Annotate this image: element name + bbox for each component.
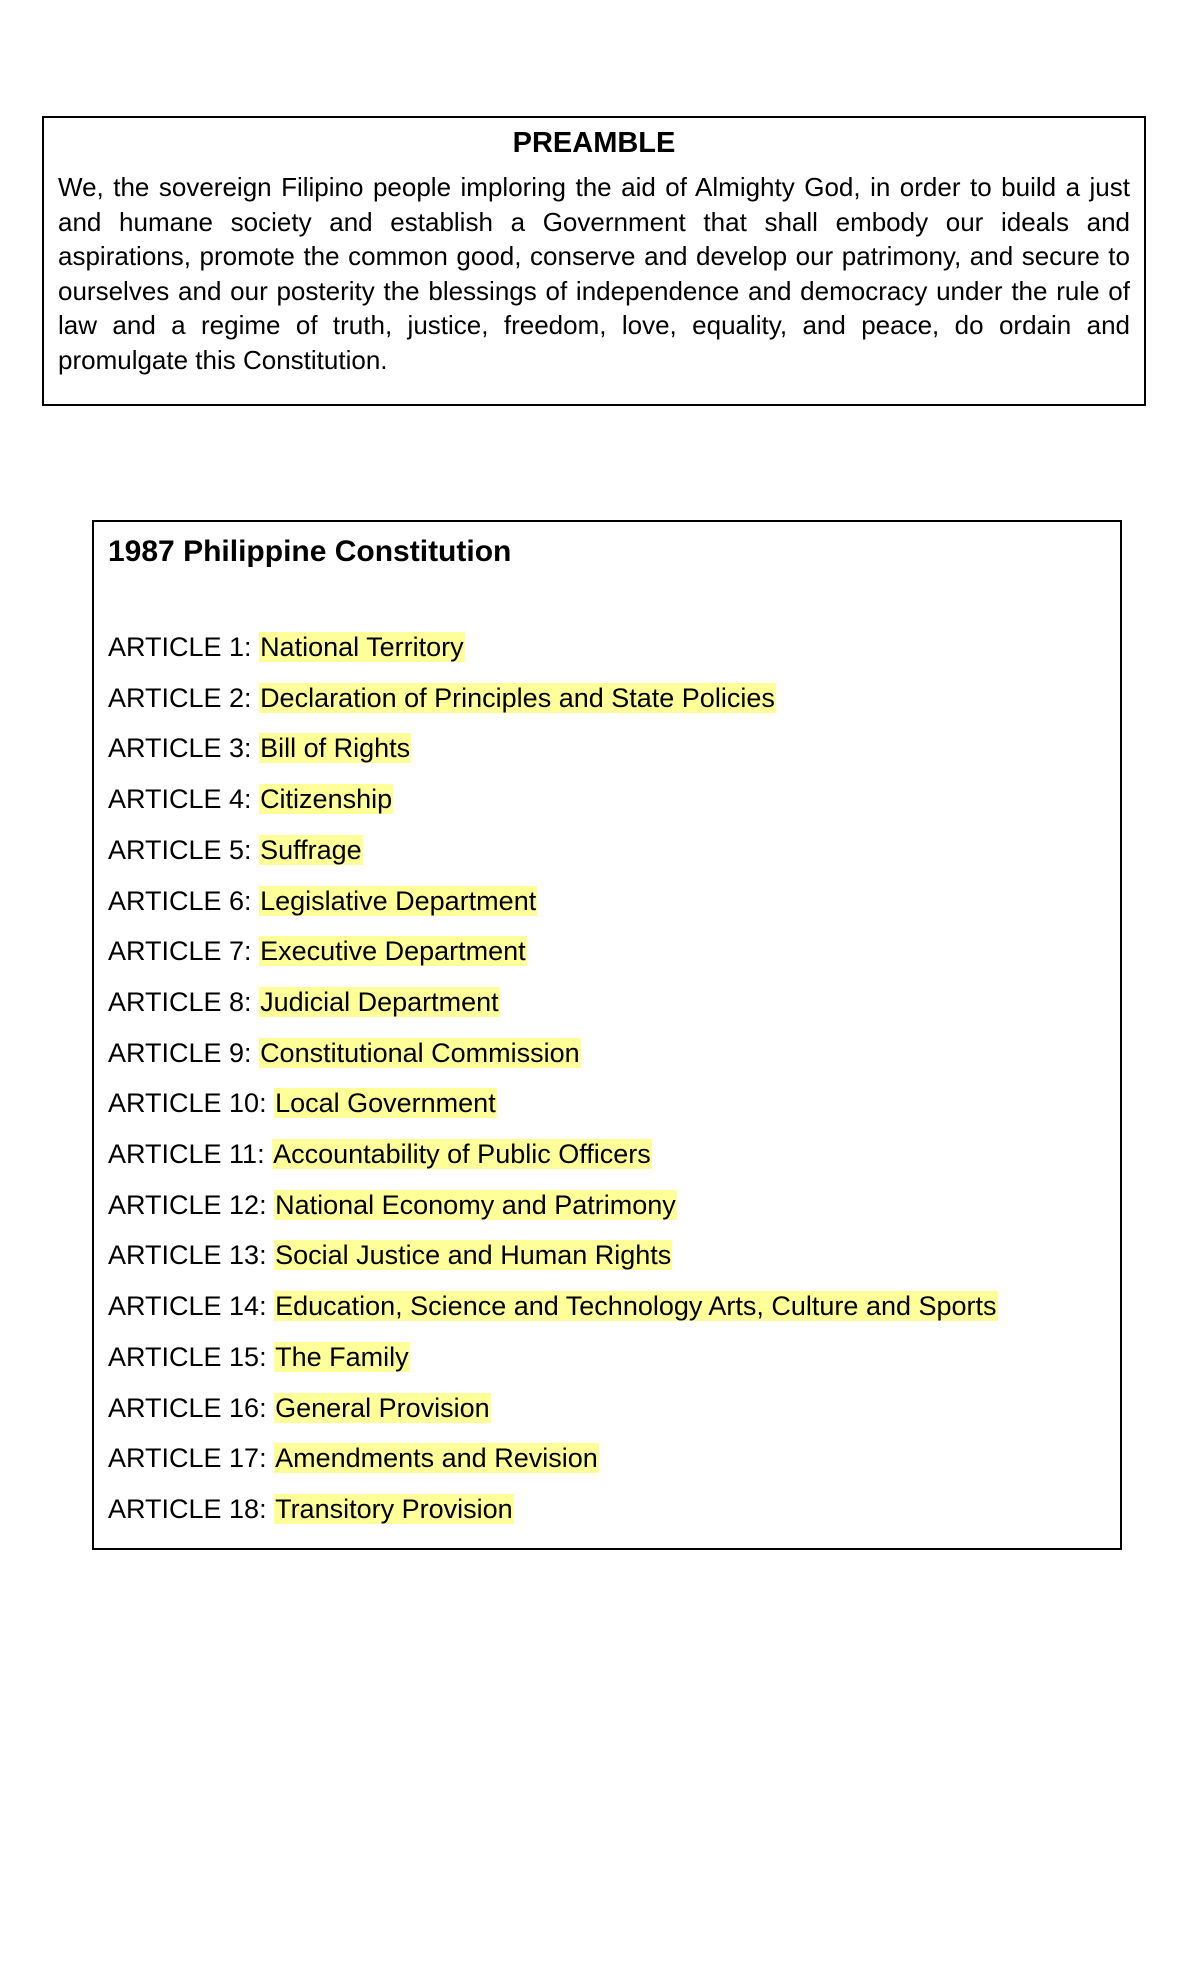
article-item (108, 673, 1106, 724)
article-item (108, 1383, 1106, 1434)
article-title: National Economy and Patrimony (275, 1189, 676, 1220)
article-title: Suffrage (260, 834, 362, 865)
article-number: ARTICLE 12: (108, 1189, 275, 1220)
article-number: ARTICLE 18: (108, 1493, 275, 1524)
article-number: ARTICLE 9: (108, 1037, 260, 1068)
article-title: Executive Department (260, 936, 526, 967)
article-item (108, 926, 1106, 977)
article-title: Constitutional Commission (260, 1037, 580, 1068)
article-title: Transitory Provision (275, 1493, 513, 1524)
constitution-contents (92, 520, 1122, 1550)
article-title: Bill of Rights (260, 733, 411, 764)
article-item (108, 774, 1106, 825)
article-number: ARTICLE 17: (108, 1443, 275, 1474)
article-item (108, 1078, 1106, 1129)
preamble-section (42, 116, 1146, 406)
article-item (108, 1129, 1106, 1180)
article-item (108, 825, 1106, 876)
article-number: ARTICLE 13: (108, 1240, 275, 1271)
article-title: Judicial Department (260, 986, 499, 1017)
article-number: ARTICLE 14: (108, 1291, 275, 1322)
article-item (108, 1281, 1106, 1332)
article-item (108, 1433, 1106, 1484)
article-title: The Family (275, 1341, 409, 1372)
preamble-title: PREAMBLE (512, 127, 676, 159)
article-item (108, 723, 1106, 774)
article-item (108, 1332, 1106, 1383)
article-item (108, 876, 1106, 927)
article-title: Education, Science and Technology Arts, Culture and Sports (275, 1291, 997, 1322)
article-title: Local Government (275, 1088, 496, 1119)
article-number: ARTICLE 16: (108, 1392, 275, 1423)
article-list (108, 622, 1106, 1535)
article-number: ARTICLE 2: (108, 682, 260, 713)
article-title: Citizenship (260, 784, 393, 815)
article-title: National Territory (260, 632, 464, 662)
article-number: ARTICLE 3: (108, 733, 260, 764)
article-item (108, 622, 1106, 673)
article-title: Legislative Department (260, 885, 537, 916)
article-number: ARTICLE 11: (108, 1139, 273, 1170)
article-number: ARTICLE 1: (108, 632, 260, 662)
article-number: ARTICLE 10: (108, 1088, 275, 1119)
article-title: Amendments and Revision (275, 1443, 598, 1474)
article-number: ARTICLE 7: (108, 936, 260, 967)
article-number: ARTICLE 5: (108, 834, 260, 865)
article-number: ARTICLE 4: (108, 784, 260, 815)
article-number: ARTICLE 15: (108, 1341, 275, 1372)
article-item (108, 977, 1106, 1028)
article-number: ARTICLE 6: (108, 885, 260, 916)
contents-title: 1987 Philippine Constitution (108, 535, 512, 568)
article-item (108, 1484, 1106, 1535)
article-title: Social Justice and Human Rights (275, 1240, 672, 1271)
article-item (108, 1180, 1106, 1231)
article-item (108, 1028, 1106, 1079)
article-title: Accountability of Public Officers (273, 1139, 651, 1170)
article-title: General Provision (275, 1392, 490, 1423)
preamble-text: We, the sovereign Filipino people imploring the aid of Almighty God, in order to build a just and humane society and establish a Government that shall embody our ideals and aspirations, promote the common good, conserve and develop our patrimony, and secure to ourselves and our posterity the blessings of independence and democracy under the rule of law and a regime of truth, justice, freedom, love, equality, and peace, do ordain and promulgate this Constitution. (58, 172, 1130, 375)
article-title: Declaration of Principles and State Policies (260, 682, 775, 713)
article-item (108, 1230, 1106, 1281)
article-number: ARTICLE 8: (108, 986, 260, 1017)
